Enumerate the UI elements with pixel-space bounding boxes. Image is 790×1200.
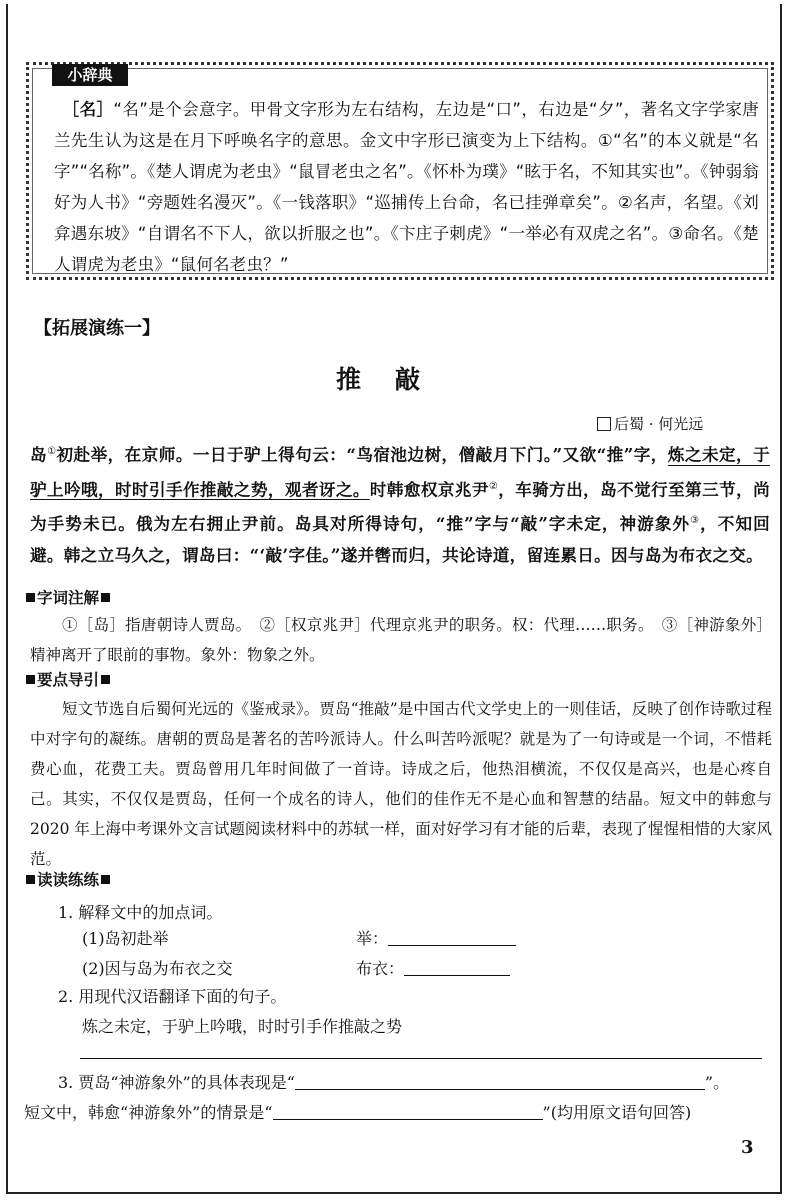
question-3a: [58, 1070, 729, 1093]
essay-part: 时韩愈权京兆尹: [369, 479, 489, 500]
square-bullet-icon: [26, 875, 35, 884]
note-mark: ①: [47, 446, 57, 457]
exercise-heading-label: 读读练练: [37, 871, 100, 889]
question-2-sentence: 炼之未定，于驴上吟哦，时时引手作推敲之势: [82, 1017, 403, 1036]
essay-part: 初赴举，在京师。一日于驴上得句云：“鸟宿池边树，僧敲月下门。”又欲“推”字，: [56, 444, 668, 465]
question-2: 2. 用现代汉语翻译下面的句子。: [58, 987, 287, 1006]
page-number: 3: [741, 1137, 754, 1158]
question-1b: (2)因与岛为布衣之交: [82, 959, 233, 978]
square-bullet-icon: [26, 593, 35, 602]
dictionary-head: ［名］: [70, 100, 114, 119]
exercise-heading: [24, 868, 112, 890]
question-1a-word: 举：: [356, 929, 389, 948]
question-1b-answer: [356, 956, 510, 979]
notes-heading-label: 字词注解: [37, 589, 100, 607]
question-1: 1. 解释文中的加点词。: [58, 903, 223, 922]
note-mark: ③: [690, 515, 701, 527]
guide-text: 短文节选自后蜀何光远的《鉴戒录》。贾岛“推敲”是中国古代文学史上的一则佳话，反映了创作诗歌过程中对字句的凝练。唐朝的贾岛是著名的苦吟派诗人。什么叫苦吟派呢？就是为了一句诗或是一个词，不惜耗费心血，花费工夫。贾岛曾用几年时间做了一首诗。诗成之后，他热泪横流，不仅仅是高兴，也是心疼自己。其实，不仅仅是贾岛，任何一个成名的诗人，他们的佳作无不是心血和智慧的结晶。短文中的韩愈与 2020 年上海中考课外文言试题阅读材料中的苏轼一样，面对好学习有才能的后辈，表现了惺惺相惜的大家风范。: [30, 700, 772, 868]
answer-blank[interactable]: [388, 929, 516, 946]
essay-part: 岛: [30, 444, 48, 465]
guide-heading-label: 要点导引: [37, 671, 100, 689]
question-3b-text: 短文中，韩愈“神游象外”的情景是“: [24, 1103, 273, 1122]
essay-part: ，车骑方出，岛不觉行至第三节，尚为手势未已。俄为左右拥止尹前。岛具对所得诗句，“推”字与“敲”字未定，神游象外: [30, 479, 770, 534]
question-3b-end: ”(均用原文语句回答): [542, 1103, 692, 1122]
dictionary-body: “名”是个会意字。甲骨文字形为左右结构，左边是“口”，右边是“夕”，著名文字学家唐兰先生认为这是在月下呼唤名字的意思。金文中字形已演变为上下结构。①“名”的本义就是“名字”“名称”。《楚人谓虎为老虫》“鼠冒老虫之名”。《怀朴为璞》“眩于名，不知其实也”。《钟弱翁好为人书》“旁题姓名漫灭”。《一钱落职》“巡捕传上台命，名已挂弹章矣”。②名声，名望。《刘弇遇东坡》“自谓名不下人，欲以折服之也”。《卞庄子刺虎》“一举必有双虎之名”。③命名。《楚人谓虎为老虫》“鼠何名老虫？”: [54, 100, 759, 274]
question-3b: [24, 1100, 691, 1123]
essay-part: ，不知回避。韩之立马久之，谓岛曰：“‘敲’字佳。”遂并辔而归，共论诗道，留连累日。因与岛为布衣之交。: [30, 513, 770, 565]
dictionary-text: [54, 94, 759, 280]
question-1a-answer: [356, 926, 516, 949]
answer-blank[interactable]: [295, 1073, 705, 1090]
square-bullet-icon: [101, 875, 110, 884]
author-name: 后蜀 · 何光远: [614, 415, 704, 433]
square-bullet-icon: [26, 675, 35, 684]
answer-line[interactable]: [80, 1058, 762, 1059]
dictionary-tag: 小辞典: [52, 64, 128, 86]
question-1b-word: 布衣：: [356, 959, 405, 978]
question-3a-end: ”。: [704, 1073, 730, 1092]
notes-heading: [24, 586, 112, 608]
square-bullet-icon: [101, 675, 110, 684]
answer-blank[interactable]: [273, 1103, 543, 1120]
question-1a: (1)岛初赴举: [82, 929, 169, 948]
note-mark: ②: [488, 480, 499, 492]
question-3a-text: 3. 贾岛“神游象外”的具体表现是“: [58, 1073, 295, 1092]
square-bullet-icon: [101, 593, 110, 602]
square-box-icon: [597, 417, 611, 431]
section-title: 【拓展演练一】: [34, 318, 160, 339]
guide-heading: [24, 668, 112, 690]
essay-title: 推敲: [335, 365, 454, 394]
author: [597, 413, 703, 434]
essay-underlined-sentence: 炼之未定，于驴上吟哦，时时引手作推敲之势，观者讶之。: [30, 444, 770, 500]
answer-blank[interactable]: [404, 959, 510, 976]
notes-text: ①［岛］指唐朝诗人贾岛。 ②［权京兆尹］代理京兆尹的职务。权：代理……职务。 ③［神游象外］精神离开了眼前的事物。象外：物象之外。: [30, 616, 772, 664]
essay-text: [30, 436, 770, 571]
